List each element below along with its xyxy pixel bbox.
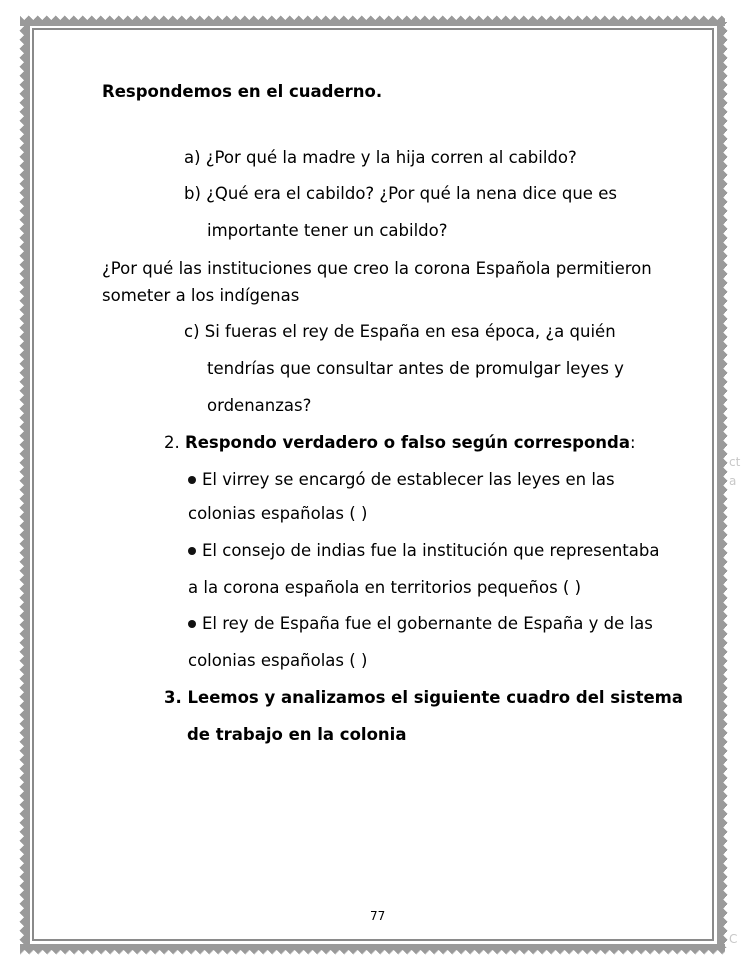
bullet-icon — [188, 620, 196, 628]
question-c-line1: c) Si fueras el rey de España en esa época, ¿a quién — [184, 322, 616, 341]
question-b-line2: importante tener un cabildo? — [207, 221, 448, 240]
question-c-line2: tendrías que consultar antes de promulgar leyes y — [207, 359, 624, 378]
tf-item-1-text: El virrey se encargó de establecer las leyes en las — [202, 470, 615, 489]
bullet-icon — [188, 476, 196, 484]
tf-item-3-line1 — [188, 614, 653, 634]
ghost-text-b: a — [729, 474, 737, 488]
bullet-icon — [188, 547, 196, 555]
border-bottom — [20, 944, 725, 956]
tf-item-3-text: El rey de España fue el gobernante de España y de las — [202, 614, 653, 633]
border-right — [717, 22, 729, 948]
tf-item-2-line1 — [188, 541, 659, 561]
section3-heading — [164, 688, 683, 708]
page-number: 77 — [370, 909, 386, 923]
question-c-line3: ordenanzas? — [207, 396, 312, 415]
section2-colon: : — [630, 433, 636, 452]
tf-item-2-line2: a la corona española en territorios pequeños ( ) — [188, 578, 582, 597]
ghost-text-c: C — [729, 932, 738, 946]
tf-item-3-line2: colonias españolas ( ) — [188, 651, 368, 670]
tf-item-2-text: El consejo de indias fue la institución que representaba — [202, 541, 660, 560]
tf-item-1-line2: colonias españolas ( ) — [188, 504, 368, 523]
question-free-line1: ¿Por qué las instituciones que creo la corona Española permitieron — [102, 259, 652, 278]
section3-number: 3. — [164, 688, 182, 707]
question-a: a) ¿Por qué la madre y la hija corren al cabildo? — [184, 148, 577, 167]
tf-item-1-line1 — [188, 470, 615, 490]
border-left — [18, 22, 30, 948]
section2-number: 2. — [164, 433, 180, 452]
border-top — [20, 14, 725, 26]
section3-line2: de trabajo en la colonia — [187, 725, 407, 744]
ghost-text-a: ct — [729, 455, 741, 469]
section2-title: Respondo verdadero o falso según corresponda — [185, 433, 631, 452]
section2-heading — [164, 433, 636, 453]
question-free-line2: someter a los indígenas — [102, 286, 300, 305]
section3-line1: Leemos y analizamos el siguiente cuadro del sistema — [187, 688, 683, 707]
heading: Respondemos en el cuaderno. — [102, 82, 383, 101]
question-b-line1: b) ¿Qué era el cabildo? ¿Por qué la nena dice que es — [184, 184, 617, 203]
